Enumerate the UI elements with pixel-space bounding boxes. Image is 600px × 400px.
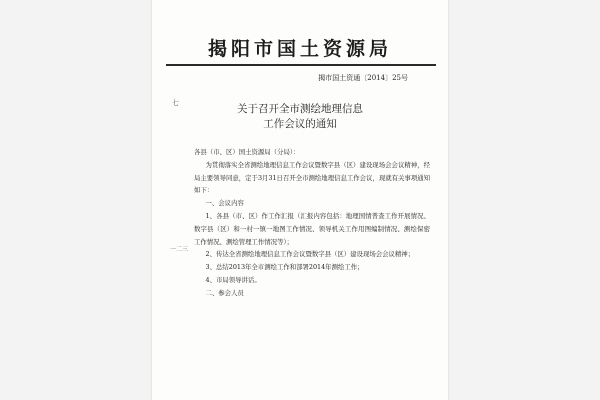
agenda-item: 3、总结2013年全市测绘工作和部署2014年测绘工作； xyxy=(205,263,364,272)
margin-handwritten-mark: 七 xyxy=(172,99,179,107)
section-heading: 一、会议内容 xyxy=(205,199,244,208)
intro-paragraph: 为贯彻落实全省测绘地理信息工作会议暨数字县（区）建设现场会会议精神，经局主要领导同意，定于3月31日召开全市测绘地理信息工作会议，现就有关事项通知如下： xyxy=(194,160,430,195)
section-heading: 二、参会人员 xyxy=(205,288,244,297)
header-divider xyxy=(166,64,436,66)
agenda-item: 1、各县（市、区）作工作汇报（汇报内容包括：地理国情普查工作开展情况、数字县（区）和一村一镇一地图工作情况、领导机关工作用图编制情况、测绘保密工作情况、测绘管理工作情况等）； xyxy=(194,211,430,246)
agenda-item: 2、传达全省测绘地理信息工作会议暨数字县（区）建设现场会会议精神； xyxy=(205,250,415,259)
document-body xyxy=(194,146,430,300)
document-number: 揭市国土资通〔2014〕25号 xyxy=(318,74,408,82)
agenda-item: 4、市局领导讲话。 xyxy=(205,275,261,284)
document-title: 关于召开全市测绘地理信息 xyxy=(237,103,363,115)
margin-handwritten-mark: 一二三 xyxy=(170,246,189,253)
salutation: 各县（市、区）国土资源局（分局）： xyxy=(194,148,300,156)
document-page xyxy=(152,0,448,400)
document-title: 工作会议的通知 xyxy=(263,118,337,130)
issuer-header: 揭阳市国土资源局 xyxy=(207,38,392,60)
